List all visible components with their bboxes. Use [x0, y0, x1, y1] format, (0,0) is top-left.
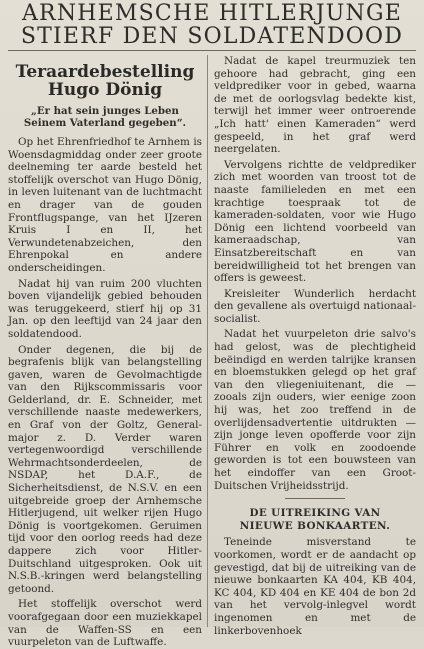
right-column	[214, 55, 416, 637]
paragraph: Kreisleiter Wunderlich herdacht den gevallene als overtuigd nationaal-socialist.	[214, 287, 416, 325]
section-head-line-1: DE UITREIKING VAN	[249, 507, 381, 520]
section-rule	[285, 498, 345, 499]
headline-rule	[8, 50, 416, 51]
left-column	[8, 55, 202, 649]
pull-quote: „Er hat sein junges Leben Seinem Vaterland gegeben“.	[23, 105, 187, 129]
paragraph: Op het Ehrenfriedhof te Arnhem is Woensdagmiddag onder zeer groote deelneming ter aarde besteld het stoffelijk overschot van Hugo Dönig, in leven luitenant van de luchtmacht en drager van de gouden Frontflugspange, van het IJzeren Kruis I en II, het Verwundetenabzeichen, den Ehrenpokal en andere onderscheidingen.	[8, 136, 202, 274]
section-head	[214, 507, 416, 532]
article-subhead	[8, 63, 202, 99]
column-divider	[207, 55, 208, 627]
paragraph: Nadat de kapel treurmuziek ten gehoore had gebracht, ging een veldprediker voor in gebed, waarna de met de oorlogsvlag bedekte kist, terwijl het immer weer ontroerende „Ich hatt' einen Kameraden“ werd gespeeld, in het graf werd neergelaten.	[214, 55, 416, 156]
paragraph: Teneinde misverstand te voorkomen, wordt er de aandacht op gevestigd, dat bij de uitreiking van de nieuwe bonkaarten KA 404, KB 404, KC 404, KD 404 en KE 404 de bon 2d van het vervolg-inlegvel wordt ingenomen en met de linkerbovenhoek	[214, 536, 416, 637]
paragraph: Vervolgens richtte de veldprediker zich met woorden van troost tot de naaste familieleden en met een krachtige toespraak tot de kameraden-soldaten, voor wie Hugo Dönig een lichtend voorbeeld van kameraadschap, van Einsatzbereitschaft en van bereidwilligheid tot het brengen van offers is geweest.	[214, 158, 416, 285]
headline-line-1: ARNHEMSCHE HITLERJUNGE	[21, 1, 403, 26]
paragraph: Nadat hij van ruim 200 vluchten boven vijandelijk gebied behouden was teruggekeerd, stierf hij op 31 Jan. op den leeftijd van 24 jaar den soldatendood.	[8, 277, 202, 340]
paragraph: Onder degenen, die bij de begrafenis blijk van belangstelling gaven, waren de Gevolmachtigde van den Rijkscommissaris voor Gelderland, dr. E. Schneider, met verschillende naaste medewerkers, en Graf von der Goltz, General-major z. D. Verder waren vertegenwoordigd verschillende Wehrmachtsonderdeelen, de NSDAP, het D.A.F., de Sicherheitsdienst, de N.S.V. en een uitgebreide groep der Arnhemsche Hitlerjugend, uit welker rijen Hugo Dönig is voortgekomen. Geruimen tijd voor den oorlog reeds had deze dappere zich voor Hitler-Duitschland uitgesproken. Ook uit N.S.B.-kringen werd belangstelling getoond.	[8, 343, 202, 595]
paragraph: Nadat het vuurpeleton drie salvo's had gelost, was de plechtigheid beëindigd en werden talrijke kransen en bloemstukken gelegd op het graf van den vliegeniuitenant, die — zooals zijn ouders, wier eenige zoon hij was, het zoo treffend in de overlijdensadvertentie uitdrukten — zijn jonge leven opofferde voor zijn Führer en volk en zoodoende geworden is tot een bouwsteen van het eindoffer van een Groot-Duitschen Vrijheidsstrijd.	[214, 328, 416, 492]
section-head-line-2: NIEUWE BONKAARTEN.	[239, 519, 391, 532]
paragraph: Het stoffelijk overschot werd voorafgegaan door een muziekkapel van de Waffen-SS en een vuurpeleton van de Luftwaffe.	[8, 598, 202, 649]
headline-line-2: STIERF DEN SOLDATENDOOD	[20, 24, 404, 49]
article-subhead-line-2: Hugo Dönig	[47, 80, 163, 100]
headline	[0, 2, 424, 48]
article-subhead-line-1: Teraardebestelling	[15, 62, 195, 82]
